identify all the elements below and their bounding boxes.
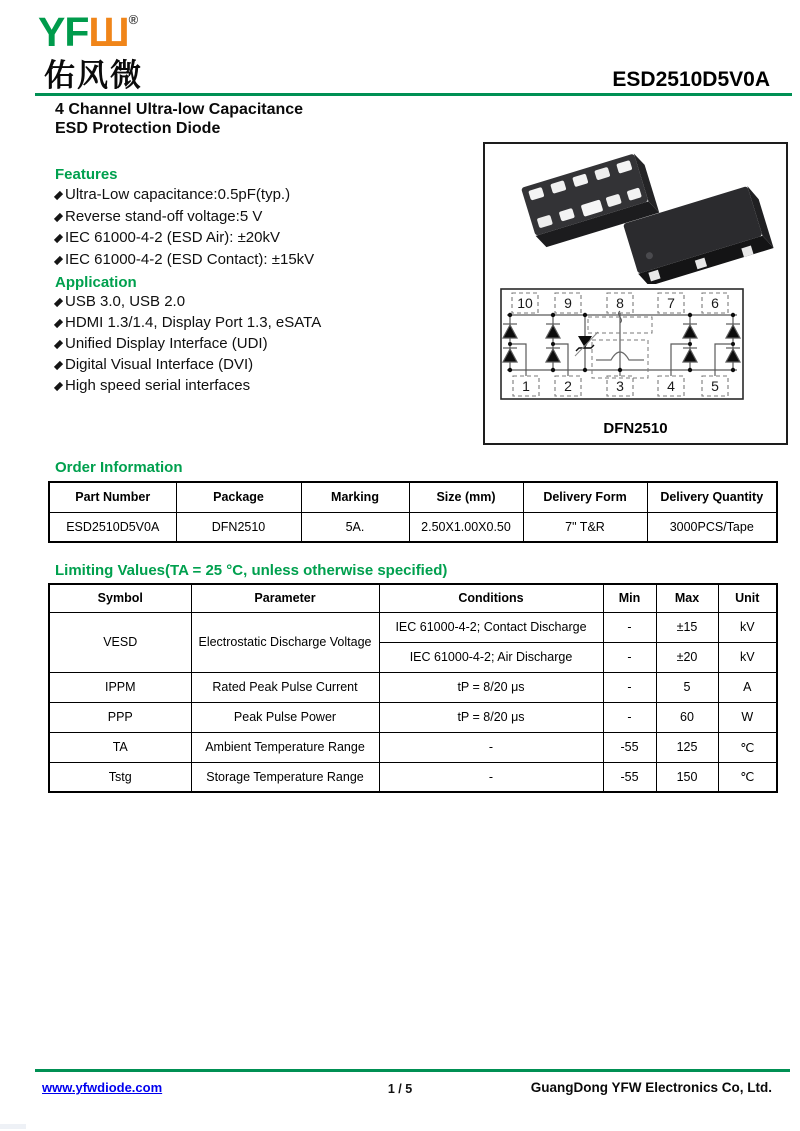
- bullet-icon: [54, 255, 63, 264]
- cell-conditions: tP = 8/20 μs: [379, 702, 603, 732]
- company-name: GuangDong YFW Electronics Co, Ltd.: [530, 1080, 772, 1095]
- cell-conditions: -: [379, 732, 603, 762]
- bullet-icon: [54, 382, 63, 391]
- table-row: [49, 512, 777, 542]
- table-header-row: [49, 482, 777, 512]
- bullet-icon: [54, 191, 63, 200]
- col-header: Package: [176, 482, 301, 512]
- bullet-icon: [54, 340, 63, 349]
- col-header: Part Number: [49, 482, 176, 512]
- package-photo: [485, 144, 786, 284]
- list-item: [55, 354, 321, 375]
- bullet-icon: [54, 361, 63, 370]
- cell-delivery-quantity: 3000PCS/Tape: [647, 512, 777, 542]
- table-row: [49, 702, 777, 732]
- col-header: Delivery Form: [523, 482, 647, 512]
- cell-max: 60: [656, 702, 718, 732]
- cell-max: ±15: [656, 612, 718, 642]
- feature-text: Reverse stand-off voltage:5 V: [65, 207, 263, 225]
- zener-diode: [575, 315, 598, 370]
- application-list: [55, 291, 321, 396]
- pin-number: 9: [564, 295, 572, 311]
- cell-parameter: Peak Pulse Power: [191, 702, 379, 732]
- cell-parameter: Ambient Temperature Range: [191, 732, 379, 762]
- col-header: Min: [603, 584, 656, 612]
- registered-trademark-icon: ®: [128, 12, 138, 27]
- table-row: [49, 612, 777, 642]
- list-item: [55, 227, 314, 249]
- application-text: High speed serial interfaces: [65, 377, 251, 394]
- package-figure: [483, 142, 788, 445]
- cell-symbol: PPP: [49, 702, 191, 732]
- package-name-label: DFN2510: [603, 420, 668, 437]
- feature-text: Ultra-Low capacitance:0.5pF(typ.): [65, 186, 291, 203]
- feature-text: IEC 61000-4-2 (ESD Contact): ±15kV: [65, 250, 315, 268]
- footer-divider: [35, 1069, 790, 1072]
- col-header: Unit: [718, 584, 777, 612]
- col-header: Delivery Quantity: [647, 482, 777, 512]
- col-header: Conditions: [379, 584, 603, 612]
- feature-text: IEC 61000-4-2 (ESD Air): ±20kV: [65, 229, 280, 246]
- application-text: HDMI 1.3/1.4, Display Port 1.3, eSATA: [65, 314, 322, 331]
- cell-size: 2.50X1.00X0.50: [409, 512, 523, 542]
- subtitle-line2: ESD Protection Diode: [55, 120, 221, 137]
- pin-number: 8: [616, 295, 624, 311]
- features-heading: Features: [55, 166, 118, 183]
- subtitle-line1: 4 Channel Ultra-low Capacitance: [55, 101, 304, 118]
- logo-shan-glyph: Ш: [88, 9, 129, 55]
- cell-min: -: [603, 702, 656, 732]
- col-header: Symbol: [49, 584, 191, 612]
- col-header: Size (mm): [409, 482, 523, 512]
- col-header: Parameter: [191, 584, 379, 612]
- cell-symbol: VESD: [49, 612, 191, 672]
- list-item: [55, 312, 321, 333]
- document-subtitle: [55, 100, 303, 138]
- cell-max: ±20: [656, 642, 718, 672]
- pin-number: 1: [522, 378, 530, 394]
- cell-parameter: Rated Peak Pulse Current: [191, 672, 379, 702]
- table-row: [49, 732, 777, 762]
- table-row: [49, 762, 777, 792]
- cell-min: -: [603, 642, 656, 672]
- cell-conditions: IEC 61000-4-2; Contact Discharge: [379, 612, 603, 642]
- cell-part-number: ESD2510D5V0A: [49, 512, 176, 542]
- cell-unit: W: [718, 702, 777, 732]
- limiting-values-table: [48, 583, 778, 793]
- cell-unit: kV: [718, 642, 777, 672]
- list-item: [55, 184, 314, 206]
- bullet-icon: [54, 234, 63, 243]
- pin-number: 2: [564, 378, 572, 394]
- cell-unit: kV: [718, 612, 777, 642]
- schematic-diagram: [485, 288, 786, 414]
- pin-number: 4: [667, 378, 675, 394]
- list-item: [55, 333, 321, 354]
- company-logo-chinese: 佑风微: [44, 58, 143, 93]
- cell-max: 5: [656, 672, 718, 702]
- pin-number: 7: [667, 295, 675, 311]
- cell-symbol: IPPM: [49, 672, 191, 702]
- application-text: Digital Visual Interface (DVI): [65, 356, 254, 373]
- limiting-values-heading: Limiting Values(TA = 25 °C, unless otherwise specified): [55, 562, 448, 579]
- list-item: [55, 206, 314, 228]
- cell-min: -55: [603, 762, 656, 792]
- application-text: USB 3.0, USB 2.0: [65, 293, 186, 310]
- pin-number: 10: [517, 295, 533, 311]
- cell-min: -: [603, 612, 656, 642]
- col-header: Max: [656, 584, 718, 612]
- pin-number: 3: [616, 378, 624, 394]
- application-heading: Application: [55, 274, 137, 291]
- col-header: Marking: [301, 482, 409, 512]
- cell-unit: ℃: [718, 732, 777, 762]
- cell-parameter: Electrostatic Discharge Voltage: [191, 612, 379, 672]
- table-header-row: [49, 584, 777, 612]
- cell-parameter: Storage Temperature Range: [191, 762, 379, 792]
- cell-delivery-form: 7" T&R: [523, 512, 647, 542]
- cell-package: DFN2510: [176, 512, 301, 542]
- cell-conditions: IEC 61000-4-2; Air Discharge: [379, 642, 603, 672]
- table-row: [49, 672, 777, 702]
- website-link[interactable]: www.yfwdiode.com: [42, 1080, 163, 1095]
- pin-number: 6: [711, 295, 719, 311]
- list-item: [55, 249, 314, 271]
- cell-max: 150: [656, 762, 718, 792]
- logo-yf-text: YF: [38, 9, 89, 55]
- bullet-icon: [54, 298, 63, 307]
- cell-unit: ℃: [718, 762, 777, 792]
- cell-symbol: Tstg: [49, 762, 191, 792]
- page-number: 1 / 5: [387, 1082, 413, 1096]
- part-number-title: ESD2510D5V0A: [612, 68, 770, 91]
- list-item: [55, 375, 321, 396]
- cell-symbol: TA: [49, 732, 191, 762]
- cell-max: 125: [656, 732, 718, 762]
- application-text: Unified Display Interface (UDI): [65, 335, 268, 352]
- order-info-heading: Order Information: [55, 459, 183, 476]
- header-divider: [35, 93, 792, 96]
- pin-number: 5: [711, 378, 719, 394]
- cell-min: -: [603, 672, 656, 702]
- features-list: [55, 184, 314, 270]
- order-info-table: [48, 481, 778, 543]
- bullet-icon: [54, 212, 63, 221]
- cell-unit: A: [718, 672, 777, 702]
- company-logo: [38, 9, 138, 55]
- cell-conditions: tP = 8/20 μs: [379, 672, 603, 702]
- cell-marking: 5A.: [301, 512, 409, 542]
- list-item: [55, 291, 321, 312]
- diode-array: [503, 315, 740, 376]
- cell-conditions: -: [379, 762, 603, 792]
- corner-mark: [0, 1124, 26, 1129]
- cell-min: -55: [603, 732, 656, 762]
- bullet-icon: [54, 319, 63, 328]
